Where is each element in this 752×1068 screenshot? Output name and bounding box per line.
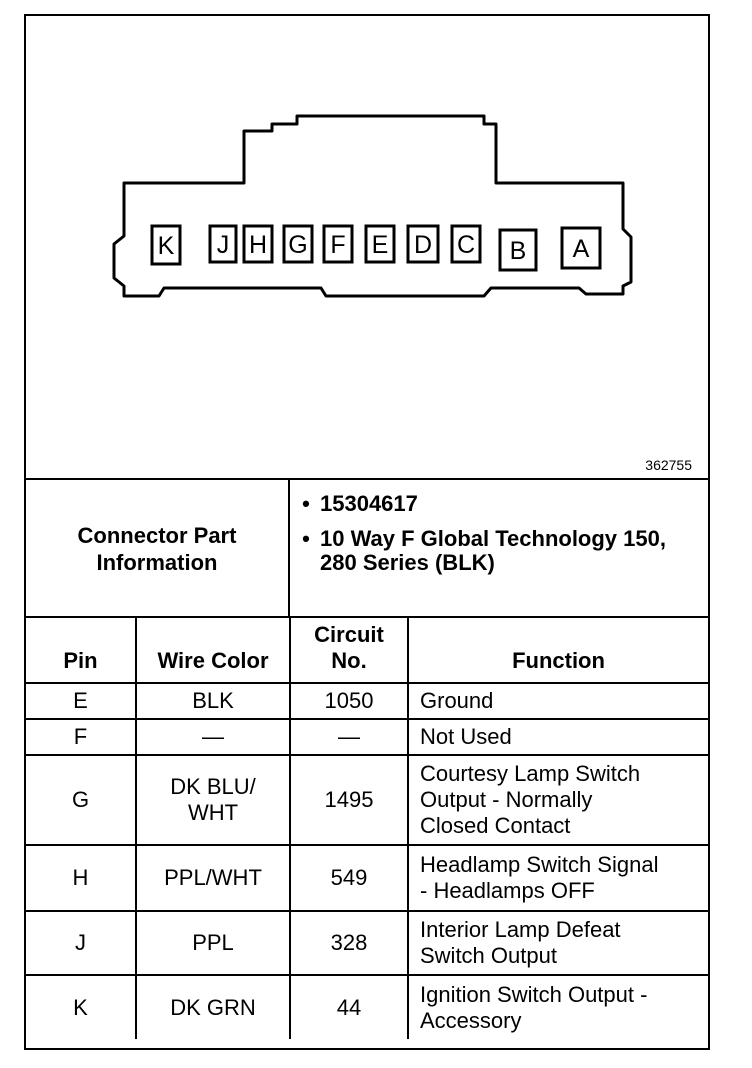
header-pin: Pin [26,617,136,683]
pin-table [26,616,708,1039]
cell-circuit-no: — [290,719,408,755]
info-label-line1: Connector Part [77,523,237,548]
pin-label-j: J [216,231,230,259]
pin-label-g: G [288,231,308,259]
cell-wire-color: — [136,719,290,755]
pin-table-body [26,683,708,1039]
header-wire-color: Wire Color [136,617,290,683]
info-label-line2: Information [96,550,218,575]
connector-part-info [26,478,708,618]
cell-wire-color: DK BLU/ WHT [136,755,290,845]
cell-function: Not Used [408,719,708,755]
pin-label-d: D [413,231,433,259]
connector-drawing [26,16,708,456]
cell-pin: J [26,911,136,975]
header-function: Function [408,617,708,683]
cell-pin: G [26,755,136,845]
info-item-description [292,527,692,575]
header-circuit-line1: Circuit [314,622,384,647]
pin-label-e: E [371,231,389,259]
cell-wire-color: PPL [136,911,290,975]
cell-circuit-no: 44 [290,975,408,1039]
table-row [26,755,708,845]
pin-cavities [152,226,600,270]
cell-function: Courtesy Lamp Switch Output - Normally Closed Contact [408,755,708,845]
table-row [26,719,708,755]
bullet-icon: • [302,491,310,516]
connector-diagram [26,16,708,480]
pin-label-k: K [157,232,175,260]
table-row [26,975,708,1039]
header-circuit-no [290,617,408,683]
connector-sheet [24,14,710,1050]
cell-circuit-no: 328 [290,911,408,975]
cell-pin: F [26,719,136,755]
connector-info-list [292,492,692,586]
bullet-icon: • [302,526,310,551]
cell-pin: E [26,683,136,719]
connector-housing [114,116,631,296]
pin-label-b: B [509,237,527,265]
cell-function: Headlamp Switch Signal - Headlamps OFF [408,845,708,911]
header-circuit-line2: No. [331,648,367,673]
cell-circuit-no: 549 [290,845,408,911]
cell-wire-color: BLK [136,683,290,719]
cell-function: Ground [408,683,708,719]
cell-pin: H [26,845,136,911]
figure-number: 362755 [645,457,692,473]
pin-label-c: C [456,231,476,259]
cell-circuit-no: 1050 [290,683,408,719]
pin-label-h: H [248,231,268,259]
cell-wire-color: PPL/WHT [136,845,290,911]
cell-wire-color: DK GRN [136,975,290,1039]
info-item-part-number [292,492,692,516]
table-row [26,683,708,719]
table-row [26,845,708,911]
cell-function: Ignition Switch Output - Accessory [408,975,708,1039]
cell-circuit-no: 1495 [290,755,408,845]
part-number: 15304617 [320,491,418,516]
table-row [26,911,708,975]
connector-info-label [26,478,290,616]
table-header-row [26,617,708,683]
connector-description: 10 Way F Global Technology 150, 280 Series (BLK) [320,526,666,575]
pin-label-f: F [330,231,346,259]
cell-function: Interior Lamp Defeat Switch Output [408,911,708,975]
cell-pin: K [26,975,136,1039]
pin-label-a: A [572,235,590,263]
